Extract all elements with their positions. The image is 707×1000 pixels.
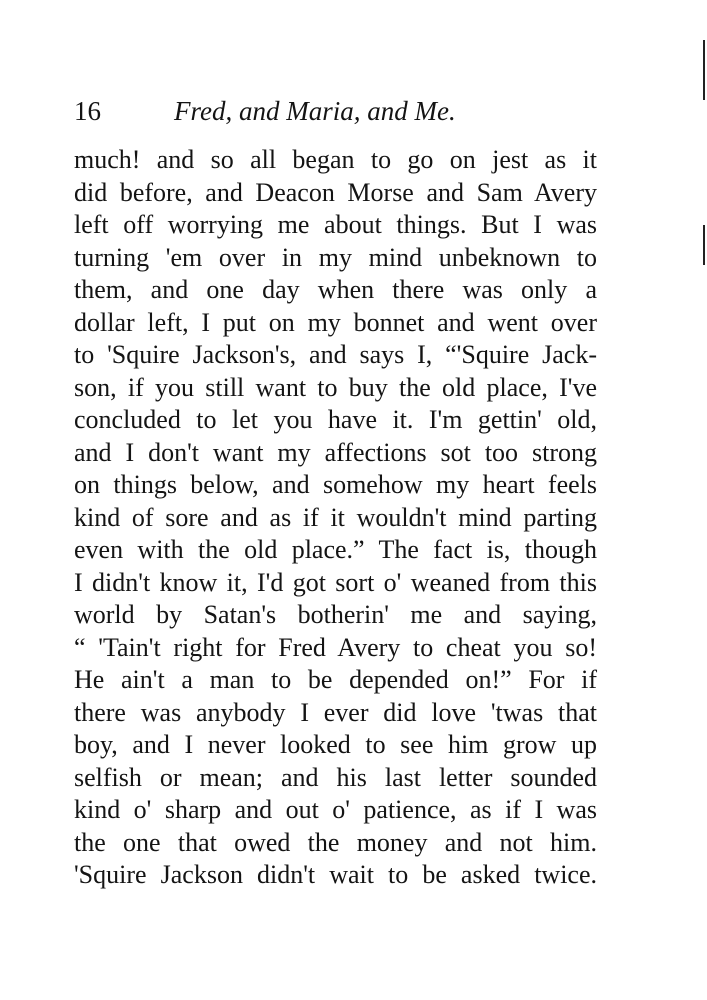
text-line: there was anybody I ever did love 'twas that [74, 697, 597, 727]
text-line: son, if you still want to buy the old place, I've [74, 372, 597, 402]
text-line: boy, and I never looked to see him grow up [74, 730, 597, 759]
scan-edge-mark [703, 40, 705, 100]
text-line: did before, and Deacon Morse and Sam Avery [74, 177, 597, 207]
text-line: them, and one day when there was only a [74, 275, 597, 304]
text-line: kind of sore and as if it wouldn't mind parting [74, 502, 597, 532]
body-text [74, 144, 597, 892]
text-line: I didn't know it, I'd got sort o' weaned from this [74, 567, 597, 597]
text-line: to 'Squire Jackson's, and says I, “'Squire Jack- [74, 340, 597, 369]
text-line: even with the old place.” The fact is, though [74, 535, 597, 564]
text-line: left off worrying me about things. But I was [74, 210, 597, 239]
running-head [74, 94, 574, 128]
scan-edge-mark [703, 225, 705, 265]
text-line: turning 'em over in my mind unbeknown to [74, 242, 597, 272]
text-line: world by Satan's botherin' me and saying, [74, 600, 597, 629]
page-number: 16 [74, 96, 101, 126]
text-line: the one that owed the money and not him. [74, 827, 597, 857]
text-line: dollar left, I put on my bonnet and went over [74, 307, 597, 337]
text-line: concluded to let you have it. I'm gettin' old, [74, 405, 597, 434]
text-line: “ 'Tain't right for Fred Avery to cheat you so! [74, 632, 597, 662]
text-line: much! and so all began to go on jest as it [74, 145, 597, 174]
text-line: on things below, and somehow my heart feels [74, 470, 597, 499]
text-line: and I don't want my affections sot too strong [74, 437, 597, 467]
text-line: kind o' sharp and out o' patience, as if I was [74, 795, 597, 824]
text-line: He ain't a man to be depended on!” For if [74, 665, 597, 694]
text-line: 'Squire Jackson didn't wait to be asked twice. [74, 860, 597, 889]
text-line: selfish or mean; and his last letter sounded [74, 762, 597, 792]
running-title: Fred, and Maria, and Me. [174, 96, 456, 126]
